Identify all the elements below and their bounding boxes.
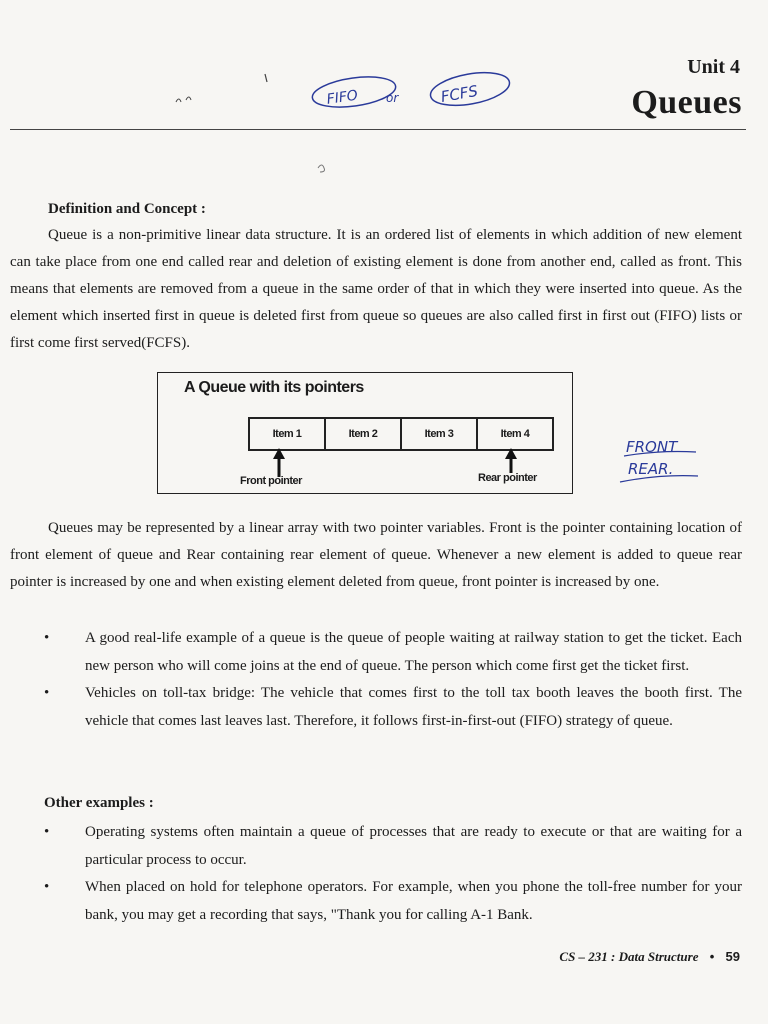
examples-list — [0, 625, 768, 735]
list-item: • Vehicles on toll-tax bridge: The vehicle that comes first to the toll tax booth leaves the booth first. The vehicle that comes last leaves last. Therefore, it follows first-in-first-out (FIFO) strategy of queue. — [0, 680, 742, 735]
queue-item-3: Item 3 — [402, 419, 478, 449]
bullet-dot-icon: • — [44, 685, 50, 701]
margin-note-front: FRONT — [626, 438, 678, 456]
footer-course: CS – 231 : Data Structure — [559, 949, 699, 964]
other-examples-list — [0, 819, 768, 929]
queue-item-1: Item 1 — [250, 419, 326, 449]
handwritten-fifo: FIFO — [325, 87, 359, 108]
unit-label: Unit 4 — [687, 56, 740, 78]
list-item: • A good real-life example of a queue is the queue of people waiting at railway station to get the ticket. Each new person who will come joins at the end of queue. The person which come first get the ticket first. — [0, 625, 742, 680]
list-item: • When placed on hold for telephone operators. For example, when you phone the toll-free number for your bank, you may get a recording that says, "Thank you for calling A-1 Bank. — [0, 874, 742, 929]
margin-note-rear: REAR. — [628, 460, 674, 478]
handwritten-fcfs: FCFS — [439, 81, 480, 107]
footer-separator: • — [709, 949, 715, 964]
queue-item-4: Item 4 — [500, 428, 530, 440]
queue-item-2: Item 2 — [326, 419, 402, 449]
bullet-dot-icon: • — [44, 630, 50, 646]
definition-heading: Definition and Concept : — [48, 201, 206, 217]
page-title: Queues — [631, 84, 742, 121]
other-examples-heading: Other examples : — [44, 795, 154, 811]
list-item: • Operating systems often maintain a queue of processes that are ready to execute or that are waiting for a particular process to occur. — [0, 819, 742, 874]
representation-paragraph: Queues may be represented by a linear array with two pointer variables. Front is the pointer containing location of front element of queue and Rear containing rear element of queue. Whenever a new element is added to queue rear pointer is increased by one and when existing element deleted from queue, front pointer is increased by one. — [10, 520, 742, 590]
page-footer — [559, 949, 740, 965]
rear-pointer-label: Rear pointer — [478, 472, 537, 484]
bullet-dot-icon: • — [44, 824, 50, 840]
page-number: 59 — [725, 949, 740, 964]
handwritten-or: or — [386, 91, 399, 105]
margin-note — [0, 0, 768, 500]
bullet-dot-icon: • — [44, 879, 50, 895]
front-pointer-label: Front pointer — [240, 475, 302, 487]
definition-paragraph: Queue is a non-primitive linear data structure. It is an ordered list of elements in which addition of new element can take place from one end called rear and deletion of existing element is done from another end, called as front. This means that elements are removed from a queue in the same order of that in which they were inserted into queue. As the element which inserted first in queue is deleted first from queue so queues are also called first in first out (FIFO) lists or first come first served(FCFS). — [10, 227, 742, 351]
figure-title: A Queue with its pointers — [184, 379, 364, 396]
